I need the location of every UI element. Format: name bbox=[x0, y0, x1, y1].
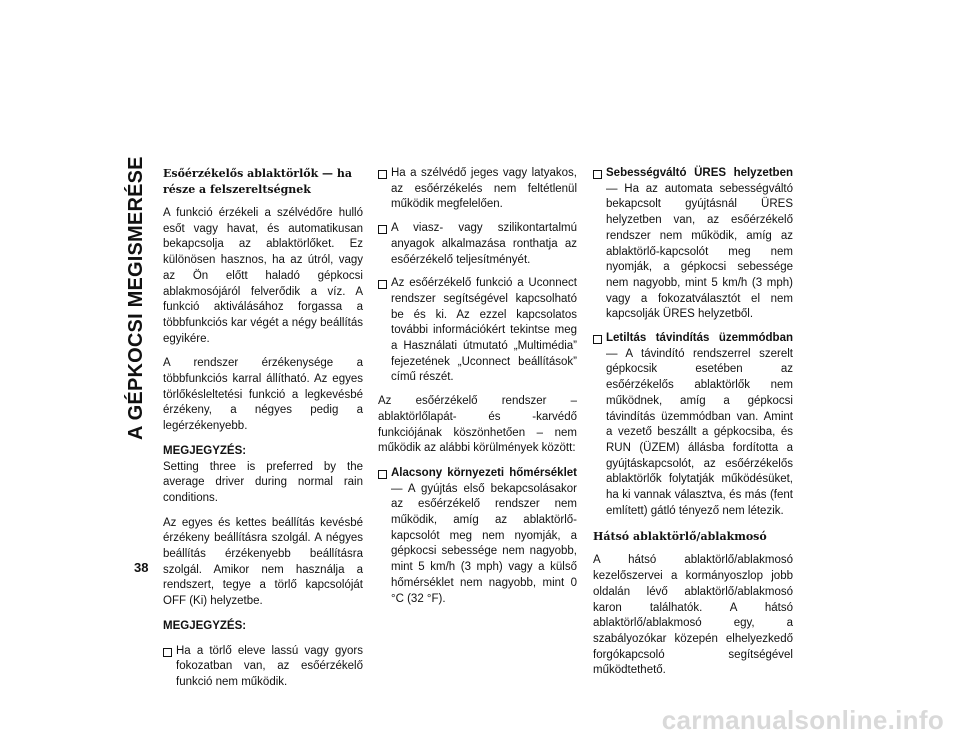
section-heading-rain-sensing-wipers: Esőérzékelős ablaktörlők — ha része a felszereltségnek bbox=[163, 167, 352, 196]
page-number: 38 bbox=[134, 560, 149, 575]
list-item-text: Az esőérzékelő funkció a Uconnect rendszer segítségével kapcsolható be és ki. Az ezzel kapcsolatos további információkért tekintse meg a Használati útmutató „Multimédia” fejezetének „Uconnect beállítások” című részét. bbox=[391, 277, 577, 384]
note-label-2 bbox=[163, 619, 363, 635]
checkbox-bullet-icon bbox=[163, 648, 172, 657]
watermark: carmanualsonline.info bbox=[661, 705, 944, 735]
list-item-text: — Ha az automata sebességváltó bekapcsolt gyújtásnál ÜRES helyzetben van, az esőérzékelő rendszer nem működik, amíg az ablaktörlő-kapcsolót meg nem nyomják, a gépkocsi sebessége nem nagyobb, mint 5 km/h (3 mph) vagy a fokozatválasztót el nem kapcsolják ÜRES helyzetből. bbox=[606, 182, 793, 321]
list-item bbox=[378, 166, 577, 213]
note-label: MEGJEGYZÉS: bbox=[163, 619, 247, 632]
list-item-term: Alacsony környezeti hőmérséklet bbox=[391, 466, 577, 479]
checkbox-bullet-icon bbox=[593, 170, 602, 179]
note bbox=[163, 444, 363, 507]
checkbox-bullet-icon bbox=[593, 335, 602, 344]
section-heading-rear-wiper: Hátsó ablaktörlő/ablakmosó bbox=[593, 530, 767, 544]
list-item-text: — A távindító rendszerrel szerelt gépkocsik esetében az esőérzékelős ablaktörlők nem működnek, amíg a gépkocsi távindítás üzemmódban van. Amint a vezető beszállt a gépkocsiba, és RUN (ÜZEM) állásba fordította a gyújtáskapcsolót, az esőérzékelős ablaktörlők folytatják működésüket, ha ki vannak választva, és más (fent említett) gátló tényező nem létezik. bbox=[606, 347, 793, 517]
checkbox-bullet-icon bbox=[378, 280, 387, 289]
note-label: MEGJEGYZÉS: bbox=[163, 444, 247, 457]
list-item bbox=[378, 276, 577, 386]
list-item bbox=[163, 644, 363, 691]
paragraph: A hátsó ablaktörlő/ablakmosó kezelőszervei a kormányoszlop jobb oldalán lévő ablaktörlő/ablakmosó karon találhatók. A hátsó ablaktörlő/ablakmosó egy, a szabályozókar közepén elhelyezkedő forgókapcsoló segítségével működtethető. bbox=[593, 554, 793, 677]
list-item bbox=[378, 221, 577, 268]
paragraph: Az egyes és kettes beállítás kevésbé érzékeny beállításra szolgál. A négyes beállítás érzékenyebb beállításra szolgál. Amikor nem használja a rendszert, tegye a törlő kapcsolóját OFF (Ki) helyzetbe. bbox=[163, 516, 363, 608]
condition-bullet-list bbox=[593, 166, 793, 519]
paragraph: A funkció érzékeli a szélvédőre hulló esőt vagy havat, és automatikusan bekapcsolja az ablaktörlőket. Ez különösen hasznos, ha az útról, vagy az Ön előtt haladó gépkocsi ablakmosójáról felverődik a víz. A funkció aktiválásához forgassa a többfunkciós kar végét a négy beállítás egyikére. bbox=[163, 207, 363, 345]
list-item-term: Letiltás távindítás üzemmódban bbox=[606, 332, 793, 345]
list-item bbox=[378, 466, 577, 607]
column-3 bbox=[593, 166, 793, 688]
note-bullet-list bbox=[378, 166, 577, 386]
note-text: Setting three is preferred by the average driver during normal rain conditions. bbox=[163, 460, 363, 504]
list-item bbox=[593, 166, 793, 323]
column-1 bbox=[163, 166, 363, 699]
side-chapter-title-text: A GÉPKOCSI MEGISMERÉSE bbox=[125, 156, 147, 440]
list-item-term: Sebességváltó ÜRES helyzetben bbox=[606, 167, 793, 179]
column-2 bbox=[378, 166, 577, 615]
paragraph: A rendszer érzékenysége a többfunkciós karral állítható. Az egyes törlőkésleltetési funkció a legkevésbé érzékeny, a négyes pedig a legérzékenyebb. bbox=[163, 357, 363, 433]
list-item-text: Ha a törlő eleve lassú vagy gyors fokozatban van, az esőérzékelő funkció nem működik. bbox=[176, 644, 363, 688]
list-item-text: A viasz- vagy szilikontartalmú anyagok alkalmazása ronthatja az esőérzékelő teljesítményét. bbox=[391, 222, 577, 266]
condition-bullet-list bbox=[378, 466, 577, 607]
note-bullet-list bbox=[163, 644, 363, 691]
list-item bbox=[593, 331, 793, 519]
checkbox-bullet-icon bbox=[378, 170, 387, 179]
checkbox-bullet-icon bbox=[378, 470, 387, 479]
list-item-text: — A gyújtás első bekapcsolásakor az esőérzékelő rendszer nem működik, amíg az ablaktörlő-kapcsolót meg nem nyomják, a gépkocsi sebessége nem nagyobb, mint 5 km/h (3 mph) vagy a külső hőmérséklet nem nagyobb, mint 0 °C (32 °F). bbox=[391, 482, 577, 605]
paragraph: Az esőérzékelő rendszer – ablaktörlőlapát- és -karvédő funkciójának köszönhetően – nem működik az alábbi körülmények között: bbox=[378, 395, 577, 455]
list-item-text: Ha a szélvédő jeges vagy latyakos, az esőérzékelés nem feltétlenül működik megfelelően. bbox=[391, 167, 577, 211]
checkbox-bullet-icon bbox=[378, 225, 387, 234]
